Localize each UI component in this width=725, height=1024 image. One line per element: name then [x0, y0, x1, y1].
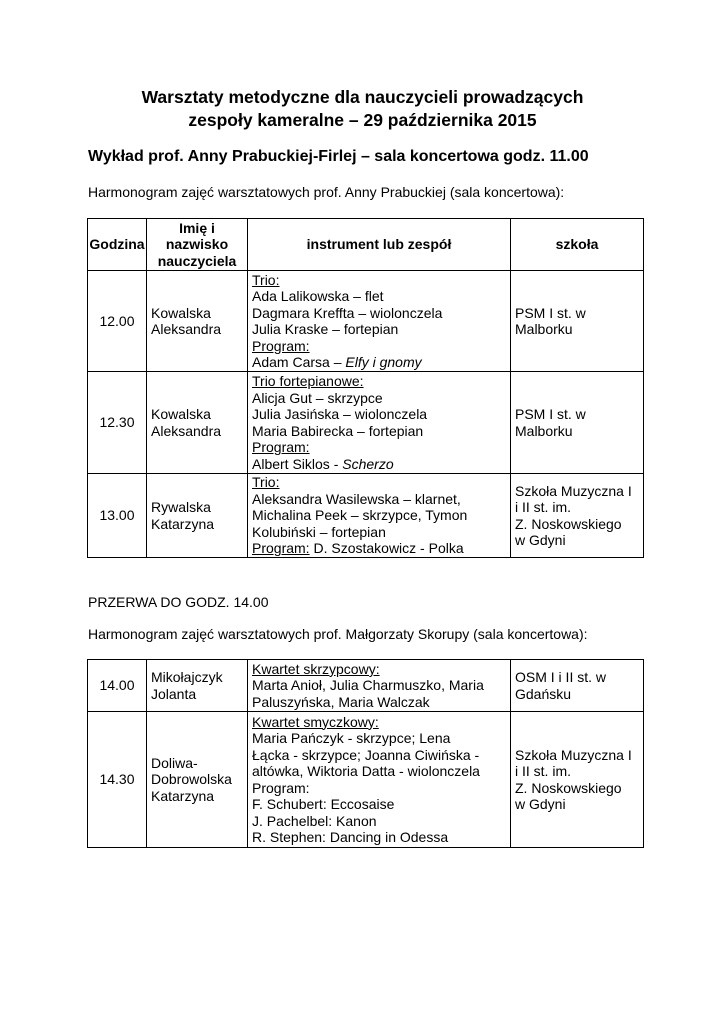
- member: Ada Lalikowska – flet: [252, 288, 384, 304]
- header-time: Godzina: [88, 219, 147, 271]
- ensemble-cell: Kwartet skrzypcowy: Marta Anioł, Julia Charmuszko, Maria Paluszyńska, Maria Walczak: [248, 660, 511, 712]
- ensemble-group: Kwartet smyczkowy:: [252, 713, 379, 730]
- ensemble-group: Trio:: [252, 474, 280, 491]
- header-ensemble: instrument lub zespół: [248, 219, 511, 271]
- time-cell: 13.00: [88, 474, 147, 558]
- lecture-heading: Wykład prof. Anny Prabuckiej-Firlej – sala koncertowa godz. 11.00: [88, 148, 589, 165]
- school-cell: PSM I st. w Malborku: [511, 271, 644, 372]
- time-cell: 14.00: [88, 660, 147, 712]
- program-line: Albert Siklos - Scherzo: [252, 455, 394, 472]
- ensemble-cell: [248, 271, 511, 372]
- school-cell: Szkoła Muzyczna I i II st. im. Z. Noskowskiego w Gdyni: [511, 712, 644, 848]
- title-line-2: zespoły kameralne – 29 października 2015: [188, 110, 537, 130]
- teacher-cell: Doliwa- Dobrowolska Katarzyna: [147, 712, 248, 848]
- member: Kolubiński – fortepian: [252, 523, 386, 540]
- table-row: [88, 474, 644, 558]
- member: Maria Babirecka – fortepian: [252, 422, 424, 439]
- schedule-1-intro: Harmonogram zajęć warsztatowych prof. Anny Prabuckiej (sala koncertowa):: [88, 184, 565, 200]
- program-line: Program: D. Szostakowicz - Polka: [252, 540, 464, 557]
- ensemble-group: Trio fortepianowe:: [252, 373, 364, 389]
- school-cell: PSM I st. w Malborku: [511, 372, 644, 474]
- school-cell: Szkoła Muzyczna I i II st. im. Z. Noskowskiego w Gdyni: [511, 474, 644, 558]
- member: Michalina Peek – skrzypce, Tymon: [252, 507, 468, 524]
- teacher-cell: Kowalska Aleksandra: [147, 372, 248, 474]
- schedule-table-2: [87, 659, 644, 848]
- member: Julia Jasińska – wiolonczela: [252, 406, 428, 422]
- ensemble-cell: Kwartet smyczkowy: Maria Pańczyk - skrzypce; Lena Łącka - skrzypce; Joanna Ciwińska - altówka, Wiktoria Datta - wiolonczela Program: F. Schubert: Eccosaise J. Pachelbel: Kanon R. Stephen: Dancing in Odessa: [248, 712, 511, 848]
- member: Dagmara Kreffta – wiolonczela: [252, 304, 443, 321]
- ensemble-cell: [248, 372, 511, 474]
- title-line-1: Warsztaty metodyczne dla nauczycieli prowadzących: [141, 87, 584, 107]
- schedule-table-1: [87, 218, 644, 558]
- table-row: [88, 372, 644, 474]
- program-label: Program:: [252, 337, 310, 354]
- break-notice: PRZERWA DO GODZ. 14.00: [88, 594, 269, 610]
- ensemble-cell: [248, 474, 511, 558]
- time-cell: 12.00: [88, 271, 147, 372]
- program-line: Adam Carsa – Elfy i gnomy: [252, 354, 422, 370]
- teacher-cell: Mikołajczyk Jolanta: [147, 660, 248, 712]
- header-school: szkoła: [511, 219, 644, 271]
- time-cell: 14.30: [88, 712, 147, 848]
- member: Alicja Gut – skrzypce: [252, 389, 383, 406]
- member: Julia Kraske – fortepian: [252, 321, 399, 337]
- time-cell: 12.30: [88, 372, 147, 474]
- program-label: Program:: [252, 439, 310, 455]
- school-cell: OSM I i II st. w Gdańsku: [511, 660, 644, 712]
- ensemble-group: Trio:: [252, 271, 280, 288]
- ensemble-group: Kwartet skrzypcowy:: [252, 660, 380, 677]
- schedule-2-intro: Harmonogram zajęć warsztatowych prof. Małgorzaty Skorupy (sala koncertowa):: [88, 626, 588, 642]
- table-row: [88, 660, 644, 712]
- table-row: [88, 271, 644, 372]
- header-teacher: Imię i nazwisko nauczyciela: [147, 219, 248, 271]
- table-header-row: [88, 219, 644, 271]
- table-row: [88, 712, 644, 848]
- teacher-cell: Kowalska Aleksandra: [147, 271, 248, 372]
- document-title: [60, 86, 665, 132]
- teacher-cell: Rywalska Katarzyna: [147, 474, 248, 558]
- member: Aleksandra Wasilewska – klarnet,: [252, 490, 461, 507]
